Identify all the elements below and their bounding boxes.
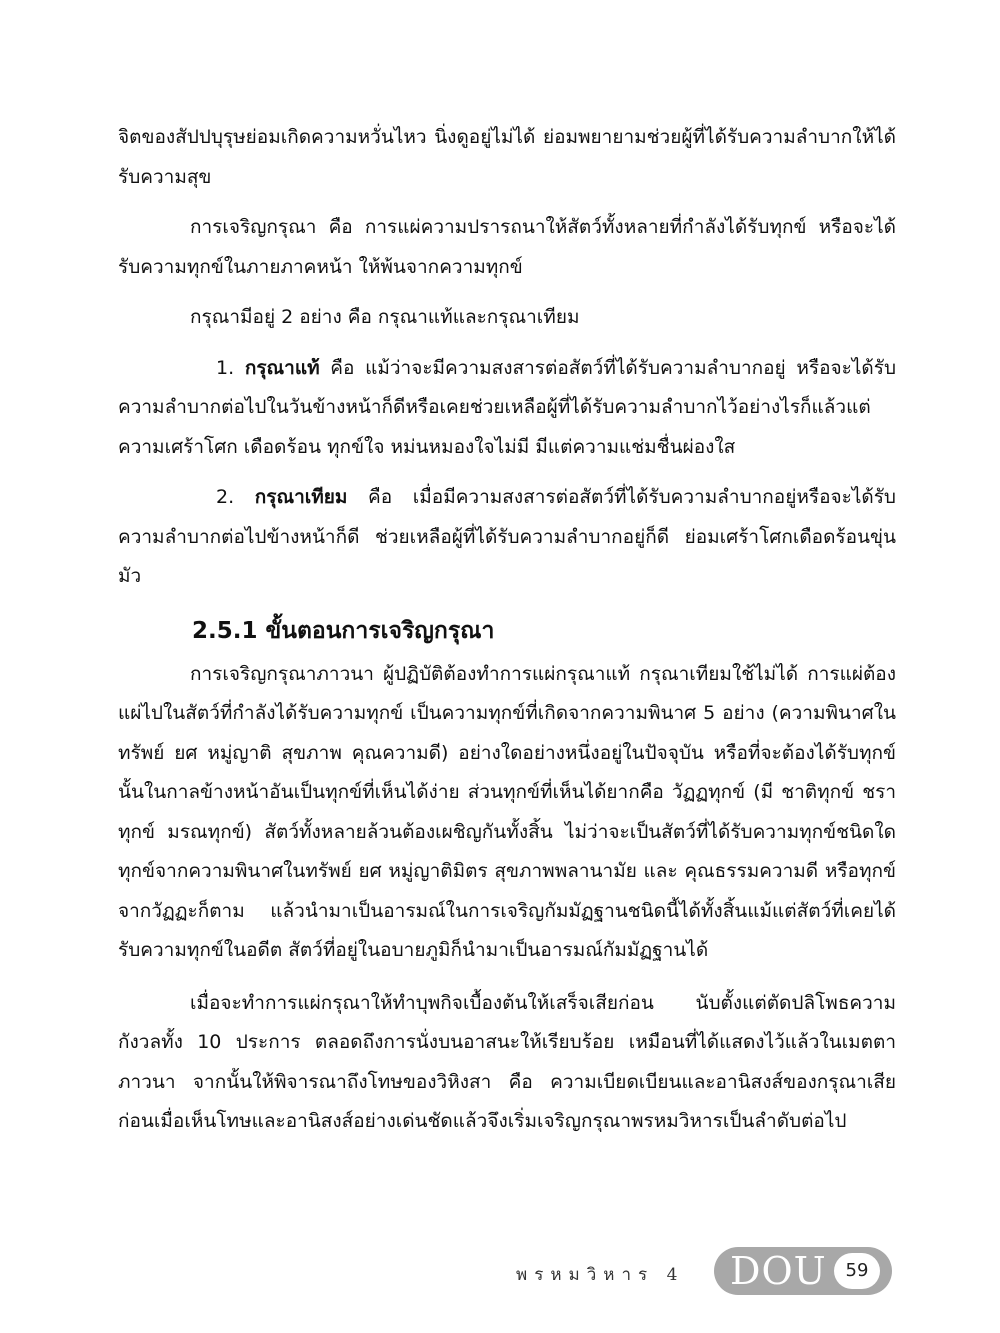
definition-paragraph: การเจริญกรุณา คือ การแผ่ความปรารถนาให้สัตว์ทั้งหลายที่กำลังได้รับทุกข์ หรือจะได้รับความทุกข์ในภายภาคหน้า ให้พ้นจากความทุกข์	[118, 216, 896, 278]
two-kinds-paragraph: กรุณามีอยู่ 2 อย่าง คือ กรุณาแท้และกรุณาเทียม	[190, 306, 580, 328]
item-1-paragraph	[118, 349, 896, 468]
page-footer	[0, 1244, 1000, 1300]
item-2-term: กรุณาเทียม	[254, 486, 348, 508]
item-2-number: 2.	[216, 486, 235, 508]
book-title: พรหมวิหาร 4	[516, 1265, 685, 1285]
dou-logo: DOU	[730, 1249, 827, 1293]
intro-paragraph: จิตของสัปปบุรุษย่อมเกิดความหวั่นไหว นิ่งดูอยู่ไม่ได้ ย่อมพยายามช่วยผู้ที่ได้รับความลำบากให้ได้รับความสุข	[118, 126, 896, 188]
document-body	[118, 118, 896, 1142]
item-1-text: คือ แม้ว่าจะมีความสงสารต่อสัตว์ที่ได้รับความลำบากอยู่ หรือจะได้รับความลำบากต่อไปในวันข้างหน้าก็ดีหรือเคยช่วยเหลือผู้ที่ได้รับความลำบากไว้อย่างไรก็แล้วแต่ ความเศร้าโศก เดือดร้อน ทุกข์ใจ หม่นหมองใจไม่มี มีแต่ความแช่มชื่นผ่องใส	[118, 356, 896, 458]
page-number: 59	[834, 1253, 880, 1289]
item-1-number: 1.	[216, 356, 235, 379]
section-heading: 2.5.1 ขั้นตอนการเจริญกรุณา	[192, 617, 495, 644]
section-body-2: เมื่อจะทำการแผ่กรุณาให้ทำบุพกิจเบื้องต้นให้เสร็จเสียก่อน นับตั้งแต่ตัดปลิโพธความกังวลทั้ง 10 ประการ ตลอดถึงการนั่งบนอาสนะให้เรียบร้อย เหมือนที่ได้แสดงไว้แล้วในเมตตาภาวนา จากนั้นให้พิจารณาถึงโทษของวิหิงสา คือ ความเบียดเบียนและอานิสงส์ของกรุณาเสียก่อนเมื่อเห็นโทษและอานิสงส์อย่างเด่นชัดแล้วจึงเริ่มเจริญกรุณาพรหมวิหารเป็นลำดับต่อไป	[118, 991, 896, 1132]
dou-badge	[714, 1247, 892, 1295]
item-2-text: คือ เมื่อมีความสงสารต่อสัตว์ที่ได้รับความลำบากอยู่หรือจะได้รับความลำบากต่อไปข้างหน้าก็ดี ช่วยเหลือผู้ที่ได้รับความลำบากอยู่ก็ดี ย่อมเศร้าโศกเดือดร้อนขุ่นมัว	[118, 486, 896, 587]
item-1-term: กรุณาแท้	[244, 356, 320, 379]
item-2-paragraph	[118, 478, 896, 597]
section-body-1: การเจริญกรุณาภาวนา ผู้ปฏิบัติต้องทำการแผ่กรุณาแท้ กรุณาเทียมใช้ไม่ได้ การแผ่ต้องแผ่ไปในสัตว์ที่กำลังได้รับความทุกข์ เป็นความทุกข์ที่เกิดจากความพินาศ 5 อย่าง (ความพินาศในทรัพย์ ยศ หมู่ญาติ สุขภาพ คุณความดี) อย่างใดอย่างหนึ่งอยู่ในปัจจุบัน หรือที่จะต้องได้รับทุกข์นั้นในกาลข้างหน้าอันเป็นทุกข์ที่เห็นได้ง่าย ส่วนทุกข์ที่เห็นได้ยากคือ วัฏฏทุกข์ (มี ชาติทุกข์ ชราทุกข์ มรณทุกข์) สัตว์ทั้งหลายล้วนต้องเผชิญกันทั้งสิ้น ไม่ว่าจะเป็นสัตว์ที่ได้รับความทุกข์ชนิดใด ทุกข์จากความพินาศในทรัพย์ ยศ หมู่ญาติมิตร สุขภาพพลานามัย และ คุณธรรมความดี หรือทุกข์จากวัฏฏะก็ตาม แล้วนำมาเป็นอารมณ์ในการเจริญกัมมัฏฐานชนิดนี้ได้ทั้งสิ้นแม้แต่สัตว์ที่เคยได้รับความทุกข์ในอดีต สัตว์ที่อยู่ในอบายภูมิก็นำมาเป็นอารมณ์กัมมัฏฐานได้	[118, 662, 896, 961]
